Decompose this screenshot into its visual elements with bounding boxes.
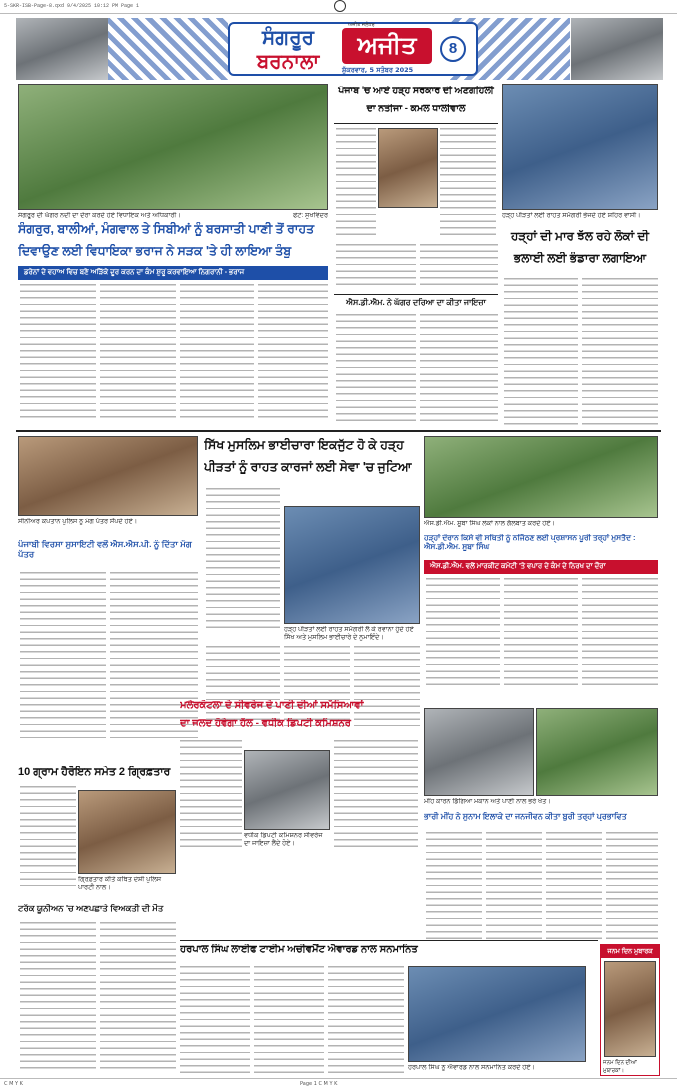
group-photo [284,506,420,624]
award-headline: ਹਰਪਾਲ ਸਿੰਘ ਲਾਈਫ ਟਾਈਮ ਅਚੀਵਮੈਂਟ ਐਵਾਰਡ ਨਾਲ ਸਨਮਾਨਿਤ [180,944,418,955]
middle-small-text-2 [420,314,498,424]
birthday-caption: ਜਨਮ ਦਿਨ ਦੀਆਂ ਮੁਬਾਰਕਾਂ। [603,1060,637,1074]
mid-banner-headline-line2: ਪੀੜਤਾਂ ਨੂੰ ਰਾਹਤ ਕਾਰਜਾਂ ਲਈ ਸੇਵਾ 'ਚ ਜੁਟਿਆ [204,460,412,474]
sewerage-text-2 [334,740,418,850]
arrest-text-1 [20,786,76,886]
arrest-headline: 10 ਗ੍ਰਾਮ ਹੈਰੋਇਨ ਸਮੇਤ 2 ਗ੍ਰਿਫ਼ਤਾਰ [18,766,171,778]
award-text-3 [328,966,404,1074]
rain-photo-2 [536,708,658,796]
paper-name: ਅਜੀਤ [342,28,432,64]
lead-text-1 [20,284,96,422]
masthead-right-photo [571,18,663,80]
award-photo [408,966,586,1062]
right-mid-headline: ਹੜ੍ਹਾਂ ਦੌਰਾਨ ਕਿਸੇ ਵੀ ਸਥਿਤੀ ਨੂੰ ਨਜਿੱਠਣ ਲਈ ਪ੍ਰਸ਼ਾਸਨ ਪੂਰੀ ਤਰ੍ਹਾਂ ਮੁਸਤੈਦ : ਐਸ.ਡੀ.ਐਮ. ਸੂਬਾ ਸਿੰਘ [424,534,636,551]
sewerage-photo-caption: ਵਧੀਕ ਡਿਪਟੀ ਕਮਿਸ਼ਨਰ ਸੀਵਰੇਜ ਦਾ ਜਾਇਜ਼ਾ ਲੈਂਦੇ ਹੋਏ। [244,832,323,847]
arrest-photo [78,790,176,874]
lead-headline-line2: ਦਿਵਾਉਣ ਲਈ ਵਿਧਾਇਕਾ ਭਰਾਜ ਨੇ ਸੜਕ 'ਤੇ ਹੀ ਲਾਇਆ ਤੰਬੂ [18,244,292,258]
lead-photo-credit: ਫੋਟੋ: ਸੁਖਵਿੰਦਰ [293,212,328,219]
rain-headline: ਭਾਰੀ ਮੀਂਹ ਨੇ ਸੁਨਾਮ ਇਲਾਕੇ ਦਾ ਜਨਜੀਵਨ ਕੀਤਾ ਬੁਰੀ ਤਰ੍ਹਾਂ ਪ੍ਰਭਾਵਿਤ [424,812,627,821]
left-mid-text-2 [110,572,198,738]
masthead-left-photo [16,18,108,80]
column-story-headline-line2: ਦਾ ਨਤੀਜਾ - ਕਮਲ ਧਾਲੀਵਾਲ [366,104,466,114]
lead-text-3 [180,284,254,422]
top-right-photo [502,84,658,210]
rain-text-1 [426,832,482,940]
bottom-strip-left: C M Y K [4,1081,23,1087]
left-mid-headline: ਪੰਜਾਬੀ ਵਿਰਸਾ ਸੁਸਾਇਟੀ ਵਲੋਂ ਐਸ.ਐਸ.ਪੀ. ਨੂੰ ਦਿੱਤਾ ਮੰਗ ਪੱਤਰ [18,540,192,559]
sewerage-photo [244,750,330,830]
award-photo-caption: ਹਰਪਾਲ ਸਿੰਘ ਨੂੰ ਐਵਾਰਡ ਨਾਲ ਸਨਮਾਨਿਤ ਕਰਦੇ ਹੋਏ। [408,1064,535,1071]
column-story-headline-line1: ਪੰਜਾਬ 'ਚ ਆਏ ਹੜ੍ਹ ਸਰਕਾਰ ਦੀ ਅਣਗਹਿਲੀ [338,86,494,96]
right-mid-text-1 [426,578,500,688]
mid-banner-headline-line1: ਸਿੱਖ ਮੁਸਲਿਮ ਭਾਈਚਾਰਾ ਇਕਜੁੱਟ ਹੋ ਕੇ ਹੜ੍ਹ [204,438,404,452]
rain-text-4 [606,832,658,940]
right-mid-photo-caption: ਐਸ.ਡੀ.ਐਮ. ਸੂਬਾ ਸਿੰਘ ਲੋਕਾਂ ਨਾਲ ਗੱਲਬਾਤ ਕਰਦੇ ਹੋਏ। [424,520,555,527]
section-divider-1 [16,430,661,432]
top-right-headline-line2: ਭਲਾਈ ਲਈ ਭੰਡਾਰਾ ਲਗਾਇਆ [513,252,647,265]
left-mid-photo-caption: ਸੀਨੀਅਰ ਕਪਤਾਨ ਪੁਲਿਸ ਨੂੰ ਮੰਗ ਪੱਤਰ ਸੌਂਪਦੇ ਹੋਏ। [18,518,138,525]
lead-subhead: ਡਰੇਨਾਂ ਦੇ ਵਹਾਅ ਵਿਚ ਬਣੇ ਅੜਿੱਕੇ ਦੂਰ ਕਰਨ ਦਾ ਕੰਮ ਸ਼ੁਰੂ ਕਰਵਾਇਆ ਨਿਗਰਾਨੀ - ਭਰਾਜ [18,266,328,280]
registration-mark-icon [334,0,346,12]
middle-small-text-1 [336,314,416,424]
rain-text-3 [546,832,602,940]
column-story-header [334,84,498,124]
page-number: 8 [440,36,466,62]
print-strip-text: 5-SKR-ISB-Page-8.qxd 9/4/2025 10:12 PM Page 1 [4,3,140,9]
top-right-text-1 [504,278,578,428]
right-mid-photo [424,436,658,518]
lead-photo [18,84,328,210]
mid-banner-text-1 [206,488,280,628]
birthday-title: ਜਨਮ ਦਿਨ ਮੁਬਾਰਕ [601,945,659,958]
mid-banner-text-3 [284,646,350,726]
lead-text-4 [258,284,328,422]
bottom-print-strip [0,1078,677,1089]
arrest-text-3 [100,922,176,1072]
sewerage-headline-line1: ਮਲੇਰਕੋਟਲਾ ਦੇ ਸੀਵਰੇਜ ਦੇ ਪਾਣੀ ਦੀਆਂ ਸਮੱਸਿਆਵਾਂ [180,700,364,711]
section-title-line2: ਬਰਨਾਲਾ [256,51,320,73]
right-mid-text-2 [504,578,578,688]
divider [334,294,498,295]
bottom-strip-center: Page 1 C M Y K [300,1081,338,1087]
top-right-text-2 [582,278,658,428]
right-mid-red-banner: ਐਸ.ਡੀ.ਐਮ. ਵਲੋਂ ਮਾਰਕੀਟ ਕਮੇਟੀ 'ਤੇ ਵਪਾਰ ਦੇ ਕੰਮ ਦੇ ਨਿਰਖ ਦਾ ਦੌਰਾ [424,560,658,574]
top-right-headline-line1: ਹੜ੍ਹਾਂ ਦੀ ਮਾਰ ਝੱਲ ਰਹੇ ਲੋਕਾਂ ਦੀ [510,230,649,243]
masthead [16,18,663,80]
masthead-pattern-left [108,18,228,80]
column-story-text-4 [420,244,498,290]
column-story-text-2 [440,128,496,238]
column-story-text-3 [336,244,416,290]
mid-banner-text-4 [354,646,420,726]
right-mid-text-3 [582,578,658,688]
section-title-line1: ਸੰਗਰੂਰ [261,27,315,49]
sewerage-text-1 [180,740,242,850]
sewerage-headline-line2: ਦਾ ਜਲਦ ਹੋਵੇਗਾ ਹੱਲ - ਵਧੀਕ ਡਿਪਟੀ ਕਮਿਸ਼ਨਰ [180,718,351,729]
left-mid-photo [18,436,198,516]
mid-banner-text-2 [206,646,280,726]
birthday-box [600,944,660,1076]
rain-photo-caption: ਮੀਂਹ ਕਾਰਨ ਡਿੱਗਿਆ ਮਕਾਨ ਅਤੇ ਪਾਣੀ ਨਾਲ ਭਰੇ ਖੇਤ। [424,798,551,805]
lead-photo-caption: ਸੰਗਰੂਰ ਦੀ ਘੱਗਰ ਨਦੀ ਦਾ ਦੌਰਾ ਕਰਦੇ ਹੋਏ ਵਿਧਾਇਕ ਅਤੇ ਅਧਿਕਾਰੀ। [18,212,181,219]
award-text-1 [180,966,250,1074]
arrest-photo-caption: ਗ੍ਰਿਫ਼ਤਾਰ ਕੀਤੇ ਕਥਿਤ ਦੋਸ਼ੀ ਪੁਲਿਸ ਪਾਰਟੀ ਨਾਲ। [78,876,162,891]
arrest-text-2 [20,922,96,1072]
section-divider-2 [180,940,598,941]
group-photo-caption: ਹੜ੍ਹ ਪੀੜਤਾਂ ਲਈ ਰਾਹਤ ਸਮੱਗਰੀ ਲੈ ਕੇ ਰਵਾਨਾ ਹੁੰਦੇ ਹੋਏ ਸਿੱਖ ਅਤੇ ਮੁਸਲਿਮ ਭਾਈਚਾਰੇ ਦੇ ਨੁਮਾਇੰਦੇ। [284,626,414,641]
masthead-date: ਸ਼ੁੱਕਰਵਾਰ, 5 ਸਤੰਬਰ 2025 [342,66,414,74]
paper-tagline: ਅਜੀਤ ਜਲੰਧਰ [348,22,375,28]
rain-photo-1 [424,708,534,796]
arrest-small-headline: ਟਰੱਕ ਯੂਨੀਅਨ 'ਚ ਅਣਪਛਾਤੇ ਵਿਅਕਤੀ ਦੀ ਮੌਤ [18,904,164,913]
masthead-title-box [228,22,478,76]
award-text-2 [254,966,324,1074]
middle-small-headline: ਐਸ.ਡੀ.ਐਮ. ਨੇ ਘੱਗਰ ਦਰਿਆ ਦਾ ਕੀਤਾ ਜਾਇਜ਼ਾ [346,298,486,307]
column-story-portrait [378,128,438,208]
top-right-photo-caption: ਹੜ੍ਹ ਪੀੜਤਾਂ ਲਈ ਰਾਹਤ ਸਮੱਗਰੀ ਭੇਜਦੇ ਹੋਏ ਸ਼ਹਿਰ ਵਾਸੀ। [502,212,641,219]
print-strip [0,0,677,14]
column-story-text-1 [336,128,376,238]
rain-text-2 [486,832,542,940]
left-mid-text-1 [20,572,106,738]
lead-text-2 [100,284,176,422]
birthday-photo [604,961,656,1057]
lead-headline-line1: ਸੰਗਰੂਰ, ਬਾਲੀਆਂ, ਮੰਗਵਾਲ ਤੇ ਸਿਬੀਆਂ ਨੂੰ ਬਰਸਾਤੀ ਪਾਣੀ ਤੋਂ ਰਾਹਤ [18,222,315,236]
